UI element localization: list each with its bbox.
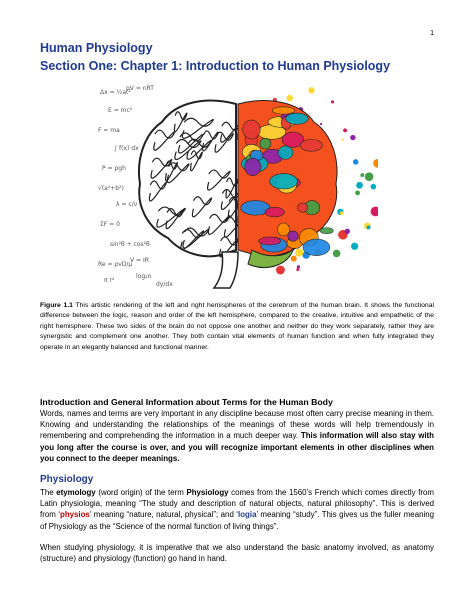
paint-droplet [343, 128, 347, 132]
term-etymology: etymology [56, 488, 96, 497]
term-physiology: Physiology [186, 488, 229, 497]
brain-illustration [96, 82, 378, 294]
paint-droplet [333, 250, 341, 258]
paint-droplet [342, 138, 344, 140]
color-gyrus [278, 223, 290, 236]
formula-snippet: F = ma [98, 127, 120, 134]
color-gyrus [286, 113, 309, 124]
formula-snippet: λ = c/ν [116, 201, 138, 208]
color-gyrus [243, 120, 261, 139]
color-gyrus [272, 107, 294, 114]
paint-droplet [371, 207, 378, 217]
text-run: ’ meaning “study”. This gives us the fuller meaning of Physiology as the “Science of the normal function of living things”. [40, 510, 435, 531]
paint-droplet [373, 159, 378, 168]
paint-droplet [297, 265, 300, 268]
intro-text: Words, names and terms are very important in any discipline because most often carry precise meaning in them. Knowing and understanding the relationships of the meanings of these words will help tremendously in remembering and comprehending the information in a much deeper way. [40, 409, 434, 441]
paint-droplet [355, 190, 360, 195]
caption-text: This artistic rendering of the left and right hemispheres of the cerebrum of the human brain. It shows the functional difference between the logic, reason and order of the left hemisphere, compared to the creative, intuitive and empathetic of the right hemisphere. These two sides of the brain do not oppose one another and neither do they work separately, rather they are synergistic and complement one another. They both contain vital elements of human function and when fully integrated they operate in an elegantly balanced and functional manner. [40, 302, 434, 351]
figure-caption [40, 301, 434, 353]
term-physios: physios [60, 510, 90, 520]
paint-droplet [320, 123, 322, 125]
document-title: Human Physiology [40, 41, 153, 55]
formula-snippet: ΣF = 0 [100, 221, 120, 228]
color-gyrus [300, 139, 322, 151]
intro-text-bold: This information will also stay with you long after the course is over, and you will recognize important elements in other disciplines when you connect to the deeper meanings. [40, 431, 434, 463]
paint-droplet [286, 95, 292, 101]
color-gyrus [278, 146, 293, 159]
formula-snippet: √(a²+b²) [98, 185, 124, 192]
formula-snippet: Re = ρvD/μ [98, 261, 133, 268]
paint-droplet [345, 229, 350, 234]
anatomy-paragraph: When studying physiology, it is imperative that we also understand the basic anatomy involved, as anatomy (structure) and physiology (function) go hand in hand. [40, 543, 434, 564]
text-run: comes from the 1560’s French which comes directly from Latin physiologia, meaning “The study and description of natural objects, natural philosophy”. This is derived from ‘ [40, 488, 434, 520]
text-run: (word origin) of the term [95, 488, 187, 497]
color-gyrus [297, 203, 307, 212]
physiology-paragraph [40, 487, 434, 532]
formula-snippet: V = IR [130, 257, 149, 264]
color-gyrus [303, 239, 330, 256]
formula-snippet: ∫ f(x) dx [114, 145, 139, 152]
paint-droplet [296, 268, 299, 271]
intro-paragraph [40, 408, 434, 464]
paint-droplet [371, 184, 377, 190]
paint-droplet [356, 182, 363, 189]
text-run: The [40, 488, 57, 497]
color-gyrus [270, 174, 298, 189]
color-gyrus [288, 231, 298, 241]
color-gyrus [320, 228, 333, 234]
formula-snippet: P = ρgh [102, 165, 126, 172]
paint-droplet [340, 211, 343, 214]
formula-snippet: pV = nRT [126, 85, 154, 92]
formula-snippet: log₂n [136, 273, 152, 280]
color-gyrus [259, 237, 281, 245]
paint-droplet [295, 248, 303, 256]
formula-snippet: π r² [104, 277, 115, 284]
paint-droplet [360, 173, 364, 177]
text-run: ’ meaning “nature, natural, physical”; and ‘ [89, 510, 239, 520]
color-gyrus [265, 207, 284, 217]
color-gyrus [260, 138, 271, 149]
paint-droplet [308, 87, 314, 93]
brain-figure [96, 82, 378, 294]
formula-snippet: sin²θ + cos²θ [110, 241, 150, 248]
formula-snippet: Δx = ½at² [100, 89, 131, 96]
paint-droplet [331, 100, 334, 103]
paint-droplet [367, 225, 371, 229]
brain-stem [214, 252, 238, 288]
paint-droplet [350, 135, 355, 140]
paint-droplet [353, 159, 359, 165]
physiology-heading: Physiology [40, 474, 94, 485]
paint-droplet [291, 256, 297, 262]
paint-droplet [276, 266, 285, 275]
chapter-title: Section One: Chapter 1: Introduction to Human Physiology [40, 59, 391, 73]
color-gyrus [245, 158, 261, 175]
page-number: 1 [430, 30, 434, 37]
figure-label: Figure 1.1 [40, 302, 73, 309]
formula-snippet: E = mc² [108, 107, 133, 114]
term-logia: logia [238, 510, 257, 520]
paint-droplet [365, 172, 374, 181]
intro-heading: Introduction and General Information about Terms for the Human Body [40, 397, 333, 407]
formula-snippet: dy/dx [156, 281, 173, 288]
paint-droplet [351, 243, 358, 250]
